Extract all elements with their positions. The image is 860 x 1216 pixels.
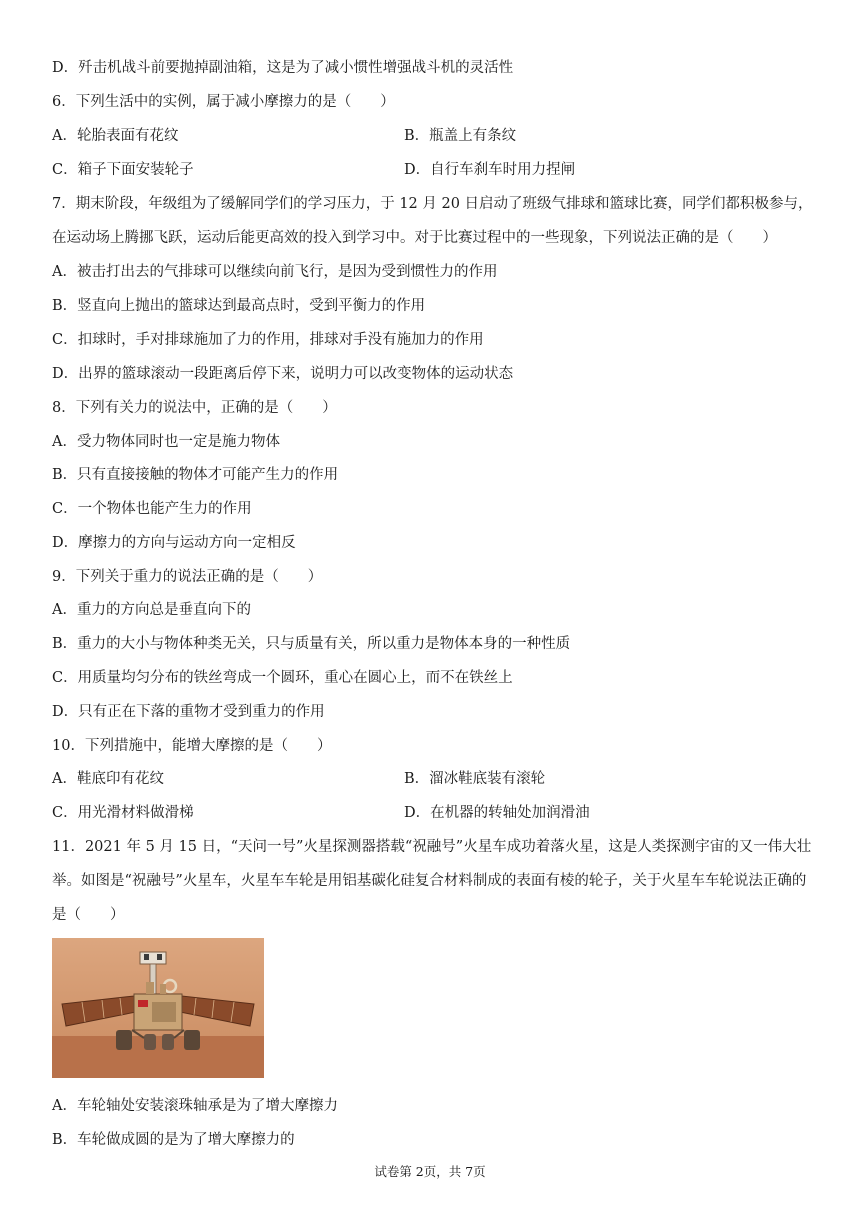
q10-stem: 10．下列措施中，能增大摩擦的是（ ）: [52, 738, 332, 754]
wheel: [144, 1034, 156, 1050]
mars-rover-illustration: [52, 938, 264, 1078]
q9-option-c: C．用质量均匀分布的铁丝弯成一个圆环，重心在圆心上，而不在铁丝上: [52, 670, 513, 686]
q9-option-b: B．重力的大小与物体种类无关，只与质量有关，所以重力是物体本身的一种性质: [52, 636, 571, 652]
q9-option-a: A．重力的方向总是垂直向下的: [52, 602, 251, 618]
q7-option-b: B．竖直向上抛出的篮球达到最高点时，受到平衡力的作用: [52, 298, 426, 314]
wheel: [162, 1034, 174, 1050]
q10-options-row-2: [52, 803, 820, 823]
mars-ground: [52, 1036, 264, 1078]
q8-stem: 8．下列有关力的说法中，正确的是（ ）: [52, 400, 337, 416]
q7-stem: 7．期末阶段，年级组为了缓解同学们的学习压力，于 12 月 20 日启动了班级气排球和篮球比赛，同学们都积极参与，在运动场上腾挪飞跃，运动后能更高效的投入到学习中。对于比赛过程中的一些现象，下列说法正确的是（ ）: [52, 196, 813, 246]
wheel: [116, 1030, 132, 1050]
q8-option-a: A．受力物体同时也一定是施力物体: [52, 434, 280, 450]
q8-option-d: D．摩擦力的方向与运动方向一定相反: [52, 535, 296, 551]
q9-option-d: D．只有正在下落的重物才受到重力的作用: [52, 704, 325, 720]
mars-rover-photo: [52, 938, 264, 1078]
q6-stem: 6．下列生活中的实例，属于减小摩擦力的是（ ）: [52, 94, 395, 110]
q6-options-row-2: [52, 160, 820, 180]
q9-stem: 9．下列关于重力的说法正确的是（ ）: [52, 569, 323, 585]
q10-option-d: D．在机器的转轴处加润滑油: [404, 805, 590, 821]
q7-option-a: A．被击打出去的气排球可以继续向前飞行，是因为受到惯性力的作用: [52, 264, 498, 280]
q10-option-b: B．溜冰鞋底装有滚轮: [404, 771, 546, 787]
q6-option-d: D．自行车刹车时用力捏闸: [404, 162, 576, 178]
q11-stem: 11．2021 年 5 月 15 日，“天问一号”火星探测器搭载“祝融号”火星车成功着落火星，这是人类探测宇宙的又一伟大壮举。如图是“祝融号”火星车，火星车车轮是用铝基碳化硅复合材料制成的表面有棱的轮子，关于火星车车轮说法正确的是（ ）: [52, 839, 812, 923]
q7-option-c: C．扣球时，手对排球施加了力的作用，排球对手没有施加力的作用: [52, 332, 484, 348]
camera-head: [140, 952, 166, 964]
q6-option-c: C．箱子下面安装轮子: [52, 162, 194, 178]
q6-options-row-1: [52, 126, 820, 146]
q8-option-c: C．一个物体也能产生力的作用: [52, 501, 252, 517]
q8-option-b: B．只有直接接触的物体才可能产生力的作用: [52, 467, 339, 483]
q11-option-b: B．车轮做成圆的是为了增大摩擦力的: [52, 1132, 295, 1148]
q10-option-a: A．鞋底印有花纹: [52, 771, 164, 787]
q10-options-row-1: [52, 769, 820, 789]
q7-option-d: D．出界的篮球滚动一段距离后停下来，说明力可以改变物体的运动状态: [52, 366, 514, 382]
q11-option-a: A．车轮轴处安装滚珠轴承是为了增大摩擦力: [52, 1098, 338, 1114]
flag-icon: [138, 1000, 148, 1007]
q6-option-b: B．瓶盖上有条纹: [404, 128, 517, 144]
wheel: [184, 1030, 200, 1050]
q6-option-a: A．轮胎表面有花纹: [52, 128, 179, 144]
q5-option-d: D．歼击机战斗前要抛掉副油箱，这是为了减小惯性增强战斗机的灵活性: [52, 60, 514, 76]
q10-option-c: C．用光滑材料做滑梯: [52, 805, 194, 821]
page-footer: 试卷第 2页，共 7页: [374, 1164, 486, 1179]
